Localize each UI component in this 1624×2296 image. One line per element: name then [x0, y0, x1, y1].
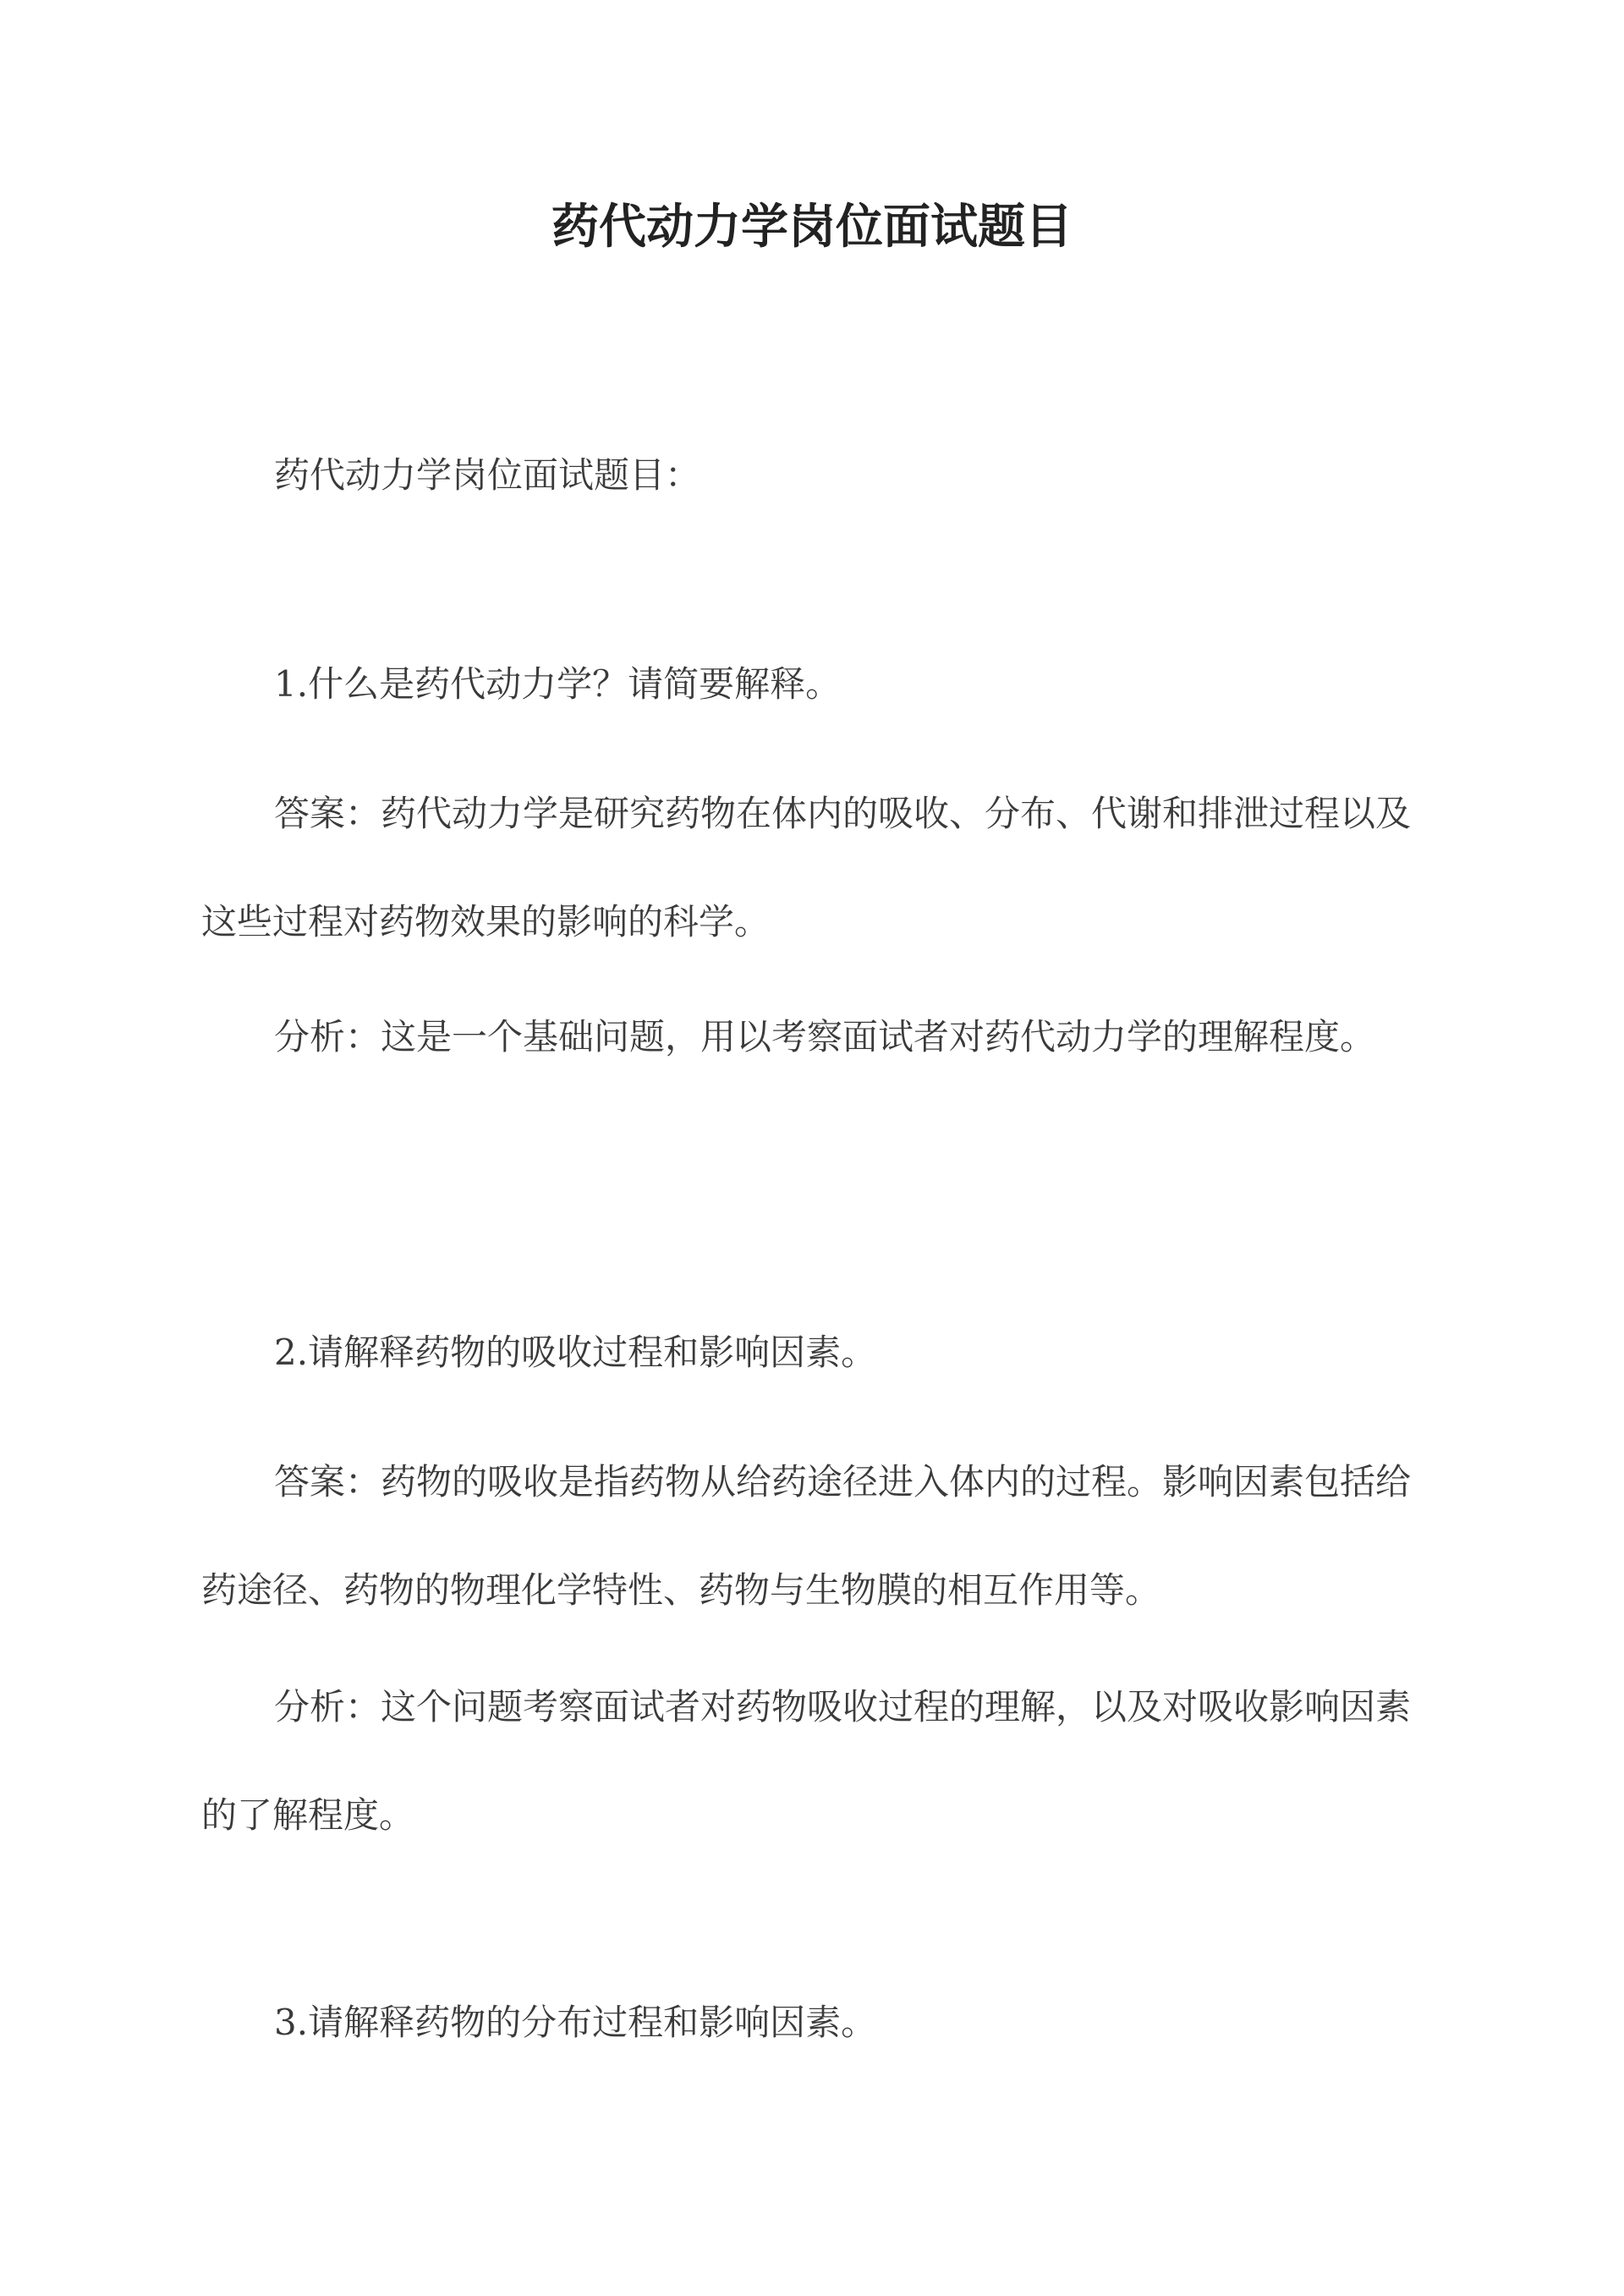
answer-2: 答案：药物的吸收是指药物从给药途径进入体内的过程。影响因素包括给药途径、药物的物理化学特性、药物与生物膜的相互作用等。	[201, 1461, 1412, 1611]
intro-paragraph: 药代动力学岗位面试题目：	[274, 454, 701, 496]
analysis-2: 分析：这个问题考察面试者对药物吸收过程的理解，以及对吸收影响因素的了解程度。	[201, 1686, 1412, 1836]
document-title: 药代动力学岗位面试题目	[551, 199, 1073, 255]
question-2: 2.请解释药物的吸收过程和影响因素。	[274, 1332, 877, 1373]
question-1: 1.什么是药代动力学？请简要解释。	[274, 663, 842, 705]
answer-1: 答案：药代动力学是研究药物在体内的吸收、分布、代谢和排泄过程以及这些过程对药物效果的影响的科学。	[201, 793, 1412, 942]
analysis-1: 分析：这是一个基础问题，用以考察面试者对药代动力学的理解程度。	[274, 1016, 1376, 1057]
question-3: 3.请解释药物的分布过程和影响因素。	[274, 2002, 877, 2043]
